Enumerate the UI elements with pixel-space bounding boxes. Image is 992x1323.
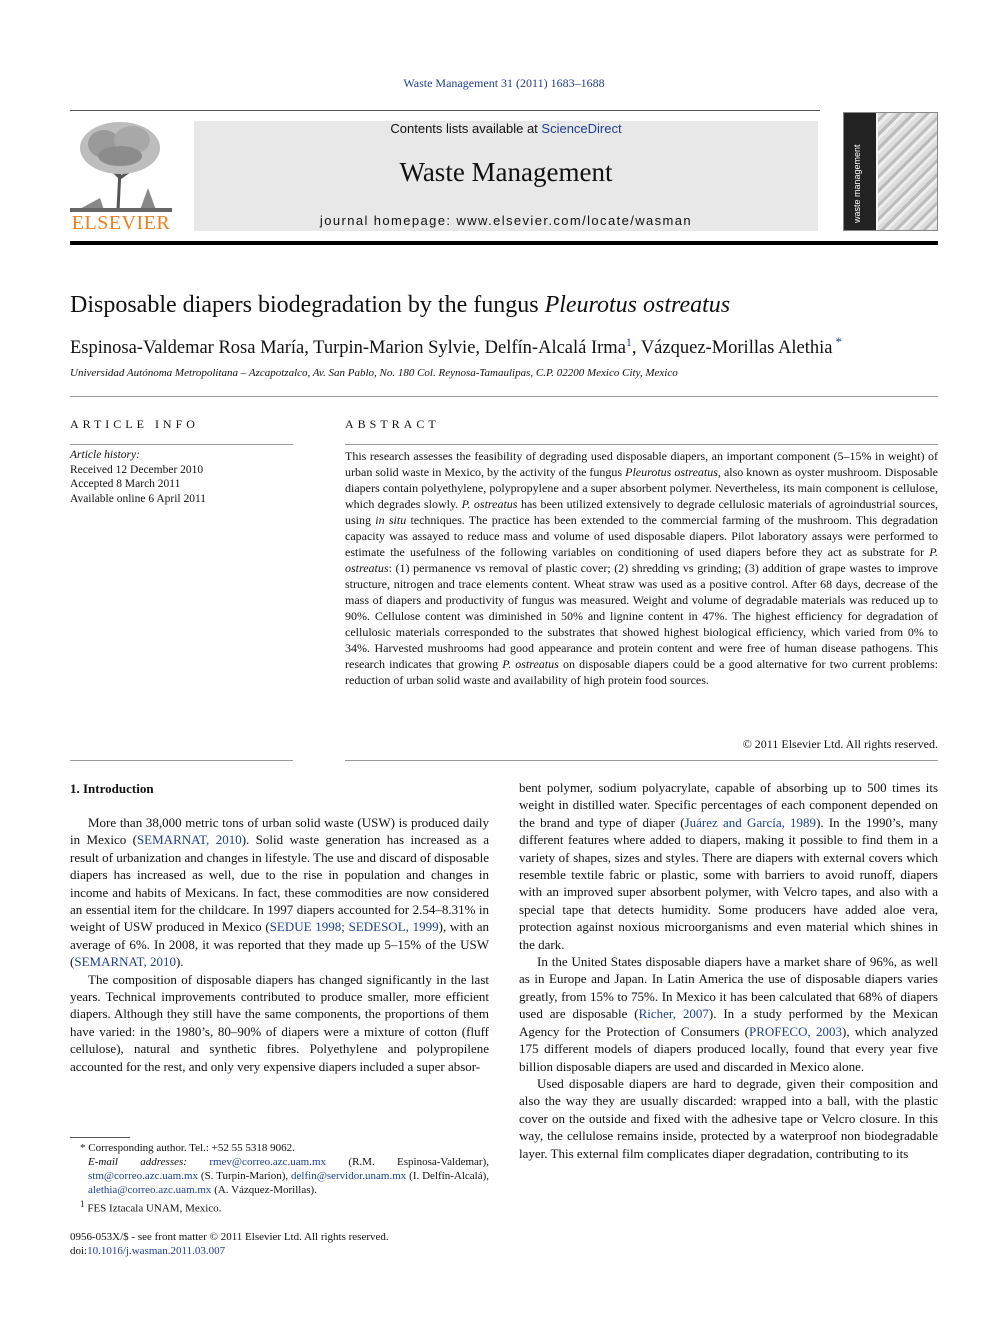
intro-paragraph-2-cont: bent polymer, sodium polyacrylate, capable of absorbing up to 500 times its weight in distilled water. Specific percentages of each component depended on the brand and type of diaper (Juárez and García, 1989). In the 1990’s, many different features where added to diapers, making it possible to find them in a variety of shapes, sizes and styles. There are diapers with external covers which resemble textile fabric or plastic, some with barriers to avoid runoff, diapers with an improved super absorbent polymer, with Velcro tapes, and also with a special tape that detects humidity. Some producers have added aloe vera, protection against noxious microorganisms and even material which shines in the dark. (519, 780, 939, 952)
title-text: Disposable diapers biodegradation by the fungus (70, 292, 545, 318)
doi-link[interactable]: 10.1016/j.wasman.2011.03.007 (87, 1245, 226, 1257)
citation-link[interactable]: Juárez and García, 1989 (684, 814, 817, 830)
author-list (70, 334, 842, 359)
contents-line (194, 121, 818, 136)
received-date: Received 12 December 2010 (70, 463, 204, 476)
email-link[interactable]: delfin@servidor.unam.mx (291, 1170, 407, 1182)
intro-paragraph-4: Used disposable diapers are hard to degrade, given their composition and also the way they are usually discarded: wrapped into a ball, with the plastic cover on the outside and fixed with the adhesive tape or Velcro closure. In this way, the cellulose remains inside, protected by a waterproof non biodegradable layer. This external film complicates diaper degradation, contributing to its (519, 1075, 938, 1161)
article-info-bottom-rule (70, 760, 293, 761)
issn-line: 0956-053X/$ - see front matter © 2011 Elsevier Ltd. All rights reserved. (70, 1231, 389, 1243)
title-rule (70, 396, 938, 397)
journal-title: Waste Management (399, 157, 613, 187)
abstract-heading: ABSTRACT (345, 417, 440, 431)
footnote-rule (70, 1137, 130, 1138)
email-footnote: E-mail addresses: rmev@correo.azc.uam.mx (R.M. Espinosa-Valdemar), stm@correo.azc.uam.mx (S. Turpin-Marion), delfin@servidor.unam.mx (I. Delfín-Alcalá), alethia@correo.azc.uam.mx (A. Vázquez-Morillas). (88, 1156, 489, 1196)
journal-banner (194, 121, 818, 231)
section-heading-introduction: 1. Introduction (70, 781, 154, 796)
history-label: Article history: (70, 449, 140, 461)
article-info-heading: ARTICLE INFO (70, 417, 199, 431)
accepted-date: Accepted 8 March 2011 (70, 478, 181, 490)
intro-column-right (519, 779, 938, 1162)
doi-line: doi:10.1016/j.wasman.2011.03.007 (70, 1245, 226, 1257)
intro-paragraph-3: In the United States disposable diapers have a market share of 96%, as well as in Europe and Japan. In Latin America the use of disposable diapers varies greatly, from 15% to 75%. In Mexico it has been calculated that 68% of diapers used are disposable (Richer, 2007). In a study performed by the Mexican Agency for the Protection of Consumers (PROFECO, 2003), which analyzed 175 different models of diapers produced locally, found that every year five billion disposable diapers are used and discarded in Mexico alone. (519, 954, 938, 1074)
cover-image (878, 113, 938, 231)
online-date: Available online 6 April 2011 (70, 492, 207, 505)
cover-title: waste management (852, 144, 862, 223)
contents-prefix: Contents lists available at (390, 121, 542, 136)
abstract-rule (345, 444, 938, 445)
email-link[interactable]: alethia@correo.azc.uam.mx (88, 1184, 212, 1196)
email-link[interactable]: rmev@correo.azc.uam.mx (209, 1156, 327, 1168)
authors-text: Espinosa-Valdemar Rosa María, Turpin-Marion Sylvie, Delfín-Alcalá Irma (70, 338, 626, 359)
affiliation-footnote: $^1$ FES Iztacala UNAM, Mexico. (80, 1199, 222, 1215)
article-info-rule (70, 444, 293, 445)
title-species: Pleurotus ostreatus (544, 292, 731, 318)
article-history (70, 448, 293, 506)
journal-cover-thumbnail (843, 112, 938, 231)
elsevier-logo (70, 118, 172, 234)
paper-title (70, 292, 730, 319)
affiliation-footnote-marker[interactable]: 1 (625, 335, 632, 349)
corresponding-author-name: , Vázquez-Morillas Alethia (631, 338, 833, 359)
affiliation: Universidad Autónoma Metropolitana – Azcapotzalco, Av. San Pablo, No. 180 Col. Reynosa-Tamaulipas, C.P. 02200 Mexico City, Mexico (70, 367, 678, 379)
intro-paragraph-2: The composition of disposable diapers has changed significantly in the last years. Technical improvements contributed to produce smaller, more efficient diapers. Although they still have the same components, the proportions of them have varied: in the 1980’s, 80–90% of diapers were a mixture of cotton (fluff cellulose), natural and synthetic fibres. Polyethylene and polypropilene accounted for the rest, and only very expensive diapers included a super absor- (70, 971, 489, 1074)
footnotes (70, 1141, 489, 1216)
elsevier-wordmark: ELSEVIER (71, 212, 171, 234)
citation-link[interactable]: Richer, 2007 (638, 1006, 709, 1022)
citation-link[interactable]: PROFECO, 2003 (748, 1023, 842, 1039)
sciencedirect-link[interactable]: ScienceDirect (541, 121, 622, 136)
corresponding-author-marker[interactable]: * (835, 334, 842, 349)
article-identifiers (70, 1230, 389, 1258)
tree-logo-icon (70, 118, 172, 212)
citation-link[interactable]: SEMARNAT, 2010 (74, 954, 176, 970)
citation-link[interactable]: SEMARNAT, 2010 (136, 832, 242, 848)
journal-homepage[interactable]: journal homepage: www.elsevier.com/locate/wasman (319, 213, 693, 228)
email-link[interactable]: stm@correo.azc.uam.mx (88, 1170, 199, 1182)
corresponding-author-footnote: * Corresponding author. Tel.: +52 55 5318 9062. (80, 1142, 295, 1154)
abstract-copyright: © 2011 Elsevier Ltd. All rights reserved. (742, 737, 938, 751)
abstract-bottom-rule (345, 760, 938, 761)
abstract-text: This research assesses the feasibility of degrading used disposable diapers, an important component (5–15% in weight) of urban solid waste in Mexico, by the activity of the fungus Pleurotus ostreatus, also known as oyster mushroom. Disposable diapers contain polyethylene, polypropylene and a super absorbent polymer. Nevertheless, its main component is cellulose, which degrades slowly. P. ostreatus has been utilized extensively to degrade cellulosic materials of agroindustrial sources, using in situ techniques. The practice has been extended to the commercial farming of the mushroom. This degradation capacity was assayed to reduce mass and volume of used disposable diapers. Pilot laboratory assays were performed to estimate the usefulness of the following variables on conditioning of used diapers before they act as substrate for P. ostreatus: (1) permanence vs removal of plastic cover; (2) shredding vs grinding; (3) addition of grape wastes to improve structure, nitrogen and trace elements content. Wheat straw was used as a positive control. After 68 days, decrease of the mass of diapers and productivity of fungus was measured. Weight and volume of degradable materials was reduced up to 90%. Cellulose content was diminished in 50% and lignine content in 47%. The highest efficiency for degradation of cellulosic materials corresponded to the substrates that showed highest biological efficiency, which varied from 0% to 34%. Harvested mushrooms had good appearance and protein content and were free of human disease pathogens. This research indicates that growing P. ostreatus on disposable diapers could be a good alternative for two current problems: reduction of urban solid waste and availability of high protein food sources. (345, 449, 939, 687)
header-rule (70, 110, 820, 111)
journal-citation[interactable]: Waste Management 31 (2011) 1683–1688 (403, 76, 605, 90)
intro-paragraph-1: More than 38,000 metric tons of urban solid waste (USW) is produced daily in Mexico (SEMARNAT, 2010). Solid waste generation has increased as a result of urbanization and changes in lifestyle. The use and discard of disposable diapers has increased as well, due to the rise in population and changes in income and habits of Mexicans. In fact, these commodities are now considered an essential item for the childcare. In 1997 diapers accounted for 2.54–8.31% in weight of USW produced in Mexico (SEDUE 1998; SEDESOL, 1999), with an average of 6%. In 2008, it was reported that they made up 5–15% of the USW (SEMARNAT, 2010). (70, 815, 489, 970)
citation-link[interactable]: SEDUE 1998; SEDESOL, 1999 (269, 919, 439, 935)
intro-column-left (70, 814, 489, 1075)
header-thick-rule (70, 241, 938, 245)
